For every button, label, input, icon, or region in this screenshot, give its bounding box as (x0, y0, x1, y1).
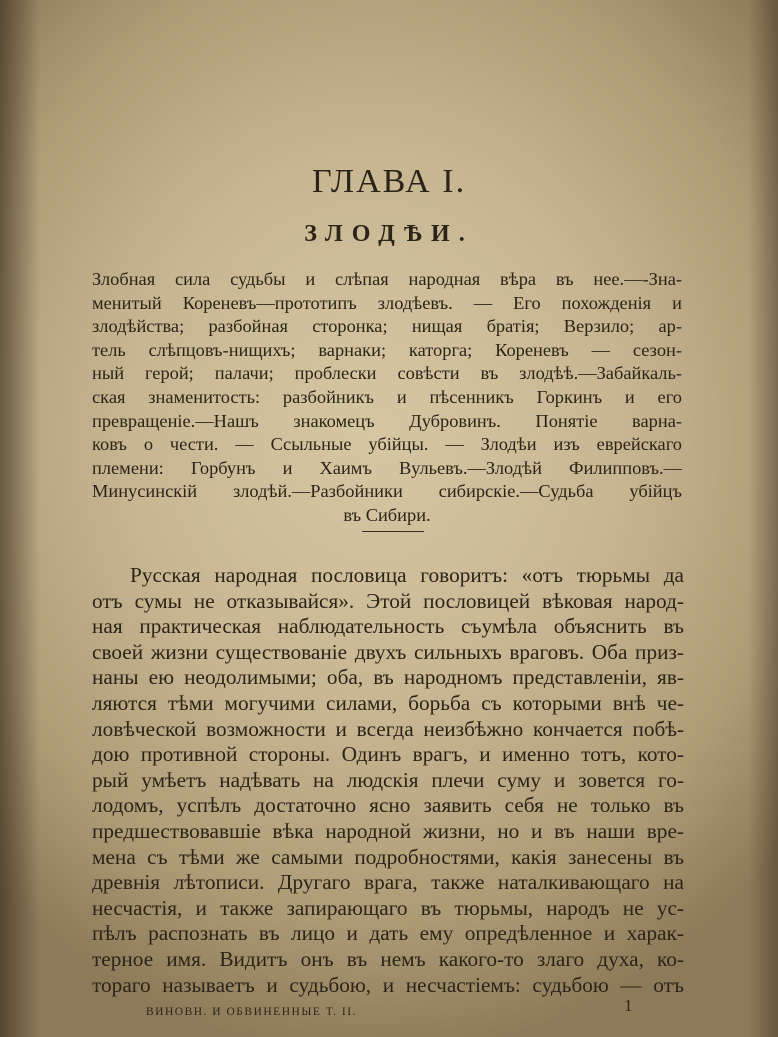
synopsis-line: превращеніе.—Нашъ знакомецъ Дубровинъ. Понятіе варна- (92, 410, 682, 431)
synopsis-line: Минусинскій злодѣй.—Разбойники сибирскіе.—Судьба убійцъ (92, 481, 682, 502)
body-line: тораго называетъ и судьбою, и несчастіемъ: судьбою — отъ (92, 972, 684, 997)
synopsis-line: Злобная сила судьбы и слѣпая народная вѣра въ нее.—-Зна- (92, 269, 682, 289)
body-line: своей жизни существованіе двухъ сильныхъ враговъ. Оба приз- (92, 639, 684, 664)
synopsis-line: злодѣйства; разбойная сторонка; нищая братія; Верзило; ар- (92, 316, 682, 337)
synopsis-line: ный герой; палачи; проблески совѣсти въ злодѣѣ.—Забайкаль- (92, 363, 682, 384)
body-line: лодомъ, успѣлъ достаточно ясно заявить себя не только въ (92, 793, 684, 818)
body-line: ловѣческой возможности и всегда неизбѣжно кончается побѣ- (92, 716, 684, 741)
body-line: наны ею неодолимыми; оба, въ народномъ представленіи, яв- (92, 665, 684, 690)
body-line: ная практическая наблюдательность съумѣла объяснить въ (92, 614, 684, 639)
body-line: ляются тѣми могучими силами, борьба съ которыми внѣ че- (92, 690, 684, 715)
synopsis-line: менитый Кореневъ—прототипъ злодѣевъ. — Его похожденія и (92, 292, 682, 313)
chapter-synopsis (92, 268, 682, 528)
page-number: 1 (624, 996, 633, 1015)
chapter-heading: ГЛАВА I. (311, 163, 467, 200)
body-line: пѣлъ распознать въ лицо и дать ему опредѣленное и харак- (92, 921, 684, 946)
body-line: мена съ тѣми же самыми подробностями, какія занесены въ (92, 844, 684, 869)
body-line: предшествовавшіе вѣка народной жизни, но и въ наши вре- (92, 818, 684, 843)
body-text (92, 563, 684, 998)
body-line: рый умѣетъ надѣвать на людскія плечи суму и зовется го- (92, 767, 684, 792)
synopsis-line: тель слѣпцовъ-нищихъ; варнаки; каторга; Кореневъ — сезон- (92, 339, 682, 360)
body-line: отъ сумы не отказывайся». Этой пословицей вѣковая народ- (92, 588, 684, 613)
body-line: Русская народная пословица говоритъ: «отъ тюрьмы да (130, 563, 684, 587)
section-divider (362, 531, 424, 532)
synopsis-line: ковъ о чести. — Ссыльные убійцы. — Злодѣи изъ еврейскаго (92, 434, 682, 455)
body-line: терное имя. Видитъ онъ въ немъ какого-то злаго духа, ко- (92, 946, 684, 971)
synopsis-line: въ Сибири. (343, 504, 431, 525)
chapter-title: ЗЛОДѢИ. (304, 221, 474, 247)
printer-signature: ВИНОВН. И ОБВИНЕННЫЕ Т. II. (146, 1006, 357, 1018)
body-line: дою противной стороны. Одинъ врагъ, и именно тотъ, кото- (92, 742, 684, 767)
body-line: древнія лѣтописи. Другаго врага, также наталкивающаго на (92, 870, 684, 895)
synopsis-line: ская знаменитость: разбойникъ и пѣсенникъ Горкинъ и его (92, 386, 682, 407)
body-line: несчастія, и также запирающаго въ тюрьмы, народъ не ус- (92, 895, 684, 920)
synopsis-line: племени: Горбунъ и Хаимъ Вульевъ.—Злодѣй Филипповъ.— (92, 457, 682, 478)
